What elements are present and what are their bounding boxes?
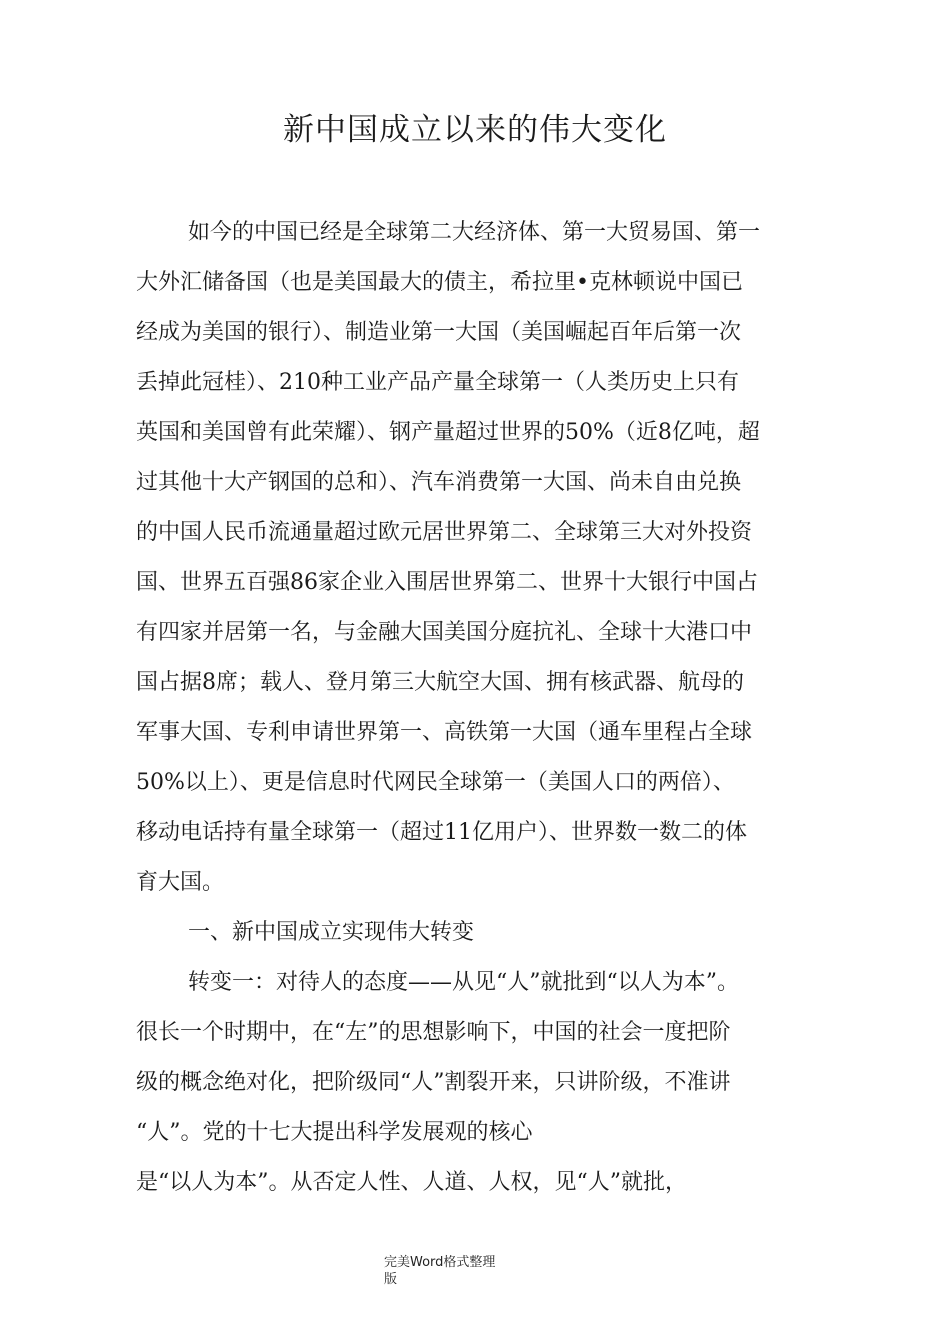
document-body — [136, 208, 836, 1208]
footer-line: 完美Word格式整理 — [384, 1255, 496, 1270]
body-line: 经成为美国的银行）、制造业第一大国（美国崛起百年后第一次 — [136, 320, 742, 345]
footer-line: 版 — [384, 1272, 398, 1287]
body-line: 很长一个时期中，在“左”的思想影响下，中国的社会一度把阶 — [136, 1020, 731, 1045]
section-heading: 一、新中国成立实现伟大转变 — [188, 920, 475, 945]
body-line: 军事大国、专利申请世界第一、高铁第一大国（通车里程占全球 — [136, 720, 753, 745]
body-line: 国占据8席；载人、登月第三大航空大国、拥有核武器、航母的 — [136, 670, 744, 695]
document-title: 新中国成立以来的伟大变化 — [283, 112, 667, 148]
body-line: 50%以上）、更是信息时代网民全球第一（美国人口的两倍）、 — [136, 770, 735, 795]
body-line: 国、世界五百强86家企业入围居世界第二、世界十大银行中国占 — [136, 570, 758, 595]
body-line: 英国和美国曾有此荣耀）、钢产量超过世界的50%（近8亿吨，超 — [136, 420, 760, 445]
page-footer — [384, 1254, 584, 1288]
body-line: 有四家并居第一名，与金融大国美国分庭抗礼、全球十大港口中 — [136, 620, 753, 645]
body-line: 转变一：对待人的态度——从见“人”就批到“以人为本”。 — [188, 970, 739, 995]
body-line: 育大国。 — [136, 870, 225, 895]
body-line: 丢掉此冠桂）、210种工业产品产量全球第一（人类历史上只有 — [136, 370, 739, 395]
body-line: 如今的中国已经是全球第二大经济体、第一大贸易国、第一 — [188, 220, 761, 245]
body-line: 是“以人为本”。从否定人性、人道、人权，见“人”就批， — [136, 1170, 687, 1195]
body-line: 大外汇储备国（也是美国最大的债主，希拉里•克林顿说中国已 — [136, 270, 743, 295]
body-line: 的中国人民币流通量超过欧元居世界第二、全球第三大对外投资 — [136, 520, 753, 545]
body-line: “人”。党的十七大提出科学发展观的核心 — [136, 1120, 533, 1145]
body-line: 级的概念绝对化，把阶级同“人”割裂开来，只讲阶级，不准讲 — [136, 1070, 731, 1095]
body-line: 移动电话持有量全球第一（超过11亿用户）、世界数一数二的体 — [136, 820, 747, 845]
body-line: 过其他十大产钢国的总和）、汽车消费第一大国、尚未自由兑换 — [136, 470, 742, 495]
